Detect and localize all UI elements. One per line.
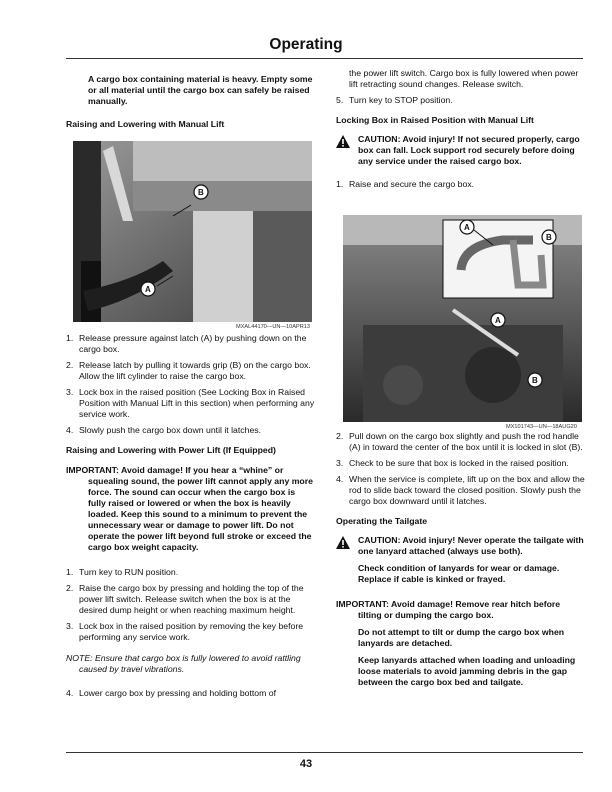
caution-text: CAUTION: Avoid injury! If not secured properly, cargo box can fall. Lock support rod securely before doing any service under the raised cargo box.: [358, 134, 580, 166]
right-column-lower: [336, 431, 585, 688]
callout-a-label: A: [464, 223, 470, 232]
power-step: 1. Turn key to RUN position.: [66, 567, 179, 577]
callout-a-label: A: [495, 316, 501, 325]
figure2-caption: MX101743—UN—18AUG20: [506, 424, 577, 430]
travel-note: NOTE: Ensure that cargo box is fully lowered to avoid rattling caused by travel vibrations.: [66, 653, 301, 674]
page-title: Operating: [269, 36, 343, 53]
callout-b-label: B: [532, 376, 538, 385]
lock-step: 2. Pull down on the cargo box slightly and push the rod handle (A) in toward the center of the box until it is locked in slot (B).: [336, 431, 583, 452]
important-note: Do not attempt to tilt or dump the cargo box when lanyards are detached.: [358, 627, 565, 648]
locking-rod-figure: [343, 215, 582, 422]
callout-a-label: A: [145, 285, 151, 294]
tailgate-heading: Operating the Tailgate: [336, 516, 428, 526]
step4-continuation: the power lift switch. Cargo box is fully lowered when power lift retracting sound changes. Release switch.: [349, 68, 579, 89]
power-step: 4. Lower cargo box by pressing and holding bottom of: [66, 688, 277, 698]
power-step: 3. Lock box in the raised position by removing the key before performing any service work.: [66, 621, 304, 642]
important-note: IMPORTANT: Avoid damage! Remove rear hitch before tilting or dumping the cargo box.: [336, 599, 561, 620]
manual-lift-photo: [73, 141, 312, 322]
manual-step: 3. Lock box in the raised position (See Locking Box in Raised Position with Manual Lift in this section) when performing any service work.: [66, 387, 315, 419]
locking-rod-photo: [343, 215, 582, 422]
power-step: 5. Turn key to STOP position.: [336, 95, 453, 105]
lock-step: 4. When the service is complete, lift up on the box and allow the rod to slide back toward the closed position. Slowly push the cargo box downward until it latches.: [336, 474, 585, 506]
callout-b-label: B: [198, 188, 204, 197]
page-number: 43: [299, 758, 313, 770]
manual-lift-heading: Raising and Lowering with Manual Lift: [66, 119, 225, 129]
right-column: [336, 68, 585, 190]
power-step: 2. Raise the cargo box by pressing and holding the top of the power lift switch. Release switch when the box is at the desired dump height or when reaching maximum height.: [66, 583, 304, 615]
left-column: [66, 74, 315, 130]
important-note: Keep lanyards attached when loading and unloading loose materials to avoid jamming debris in the gap between the cargo box bed and tailgate.: [358, 655, 576, 687]
caution-box: [336, 535, 585, 585]
manual-step: 4. Slowly push the cargo box down until it latches.: [66, 425, 262, 435]
manual-lift-figure: [73, 141, 312, 322]
caution-box: [336, 134, 585, 167]
power-lift-heading: Raising and Lowering with Power Lift (If Equipped): [66, 445, 276, 455]
caution-text: Check condition of lanyards for wear or damage. Replace if cable is kinked or frayed.: [358, 563, 560, 584]
lock-step: 3. Check to be sure that box is locked in the raised position.: [336, 458, 569, 468]
manual-step: 1. Release pressure against latch (A) by pushing down on the cargo box.: [66, 333, 307, 354]
warning-icon: [336, 536, 350, 549]
manual-step: 2. Release latch by pulling it towards grip (B) on the cargo box. Allow the lift cylinder to raise the cargo box.: [66, 360, 311, 381]
locking-heading: Locking Box in Raised Position with Manual Lift: [336, 115, 534, 125]
header-rule: [66, 58, 583, 59]
lock-step: 1. Raise and secure the cargo box.: [336, 179, 475, 189]
warning-icon: [336, 135, 350, 148]
figure1-caption: MXAL44170—UN—10APR13: [236, 324, 310, 330]
important-note: IMPORTANT: Avoid damage! If you hear a “whine” or squealing sound, the power lift cannot apply any more force. The sound can occur when the cargo box is fully raised or lowered or when the box is heavily loaded. Keep this sound to a minimum to prevent the unnecessary wear or damage to power lift. Do not operate the power lift beyond full stroke or exceed the cargo box weight capacity.: [66, 465, 313, 552]
left-column-lower: [66, 333, 315, 699]
footer-rule: [66, 752, 583, 753]
intro-note: A cargo box containing material is heavy. Empty some or all material until the cargo box can safely be raised manually.: [88, 74, 313, 106]
caution-text: CAUTION: Avoid injury! Never operate the tailgate with one lanyard attached (always use both).: [358, 535, 584, 556]
callout-b-label: B: [546, 233, 552, 242]
